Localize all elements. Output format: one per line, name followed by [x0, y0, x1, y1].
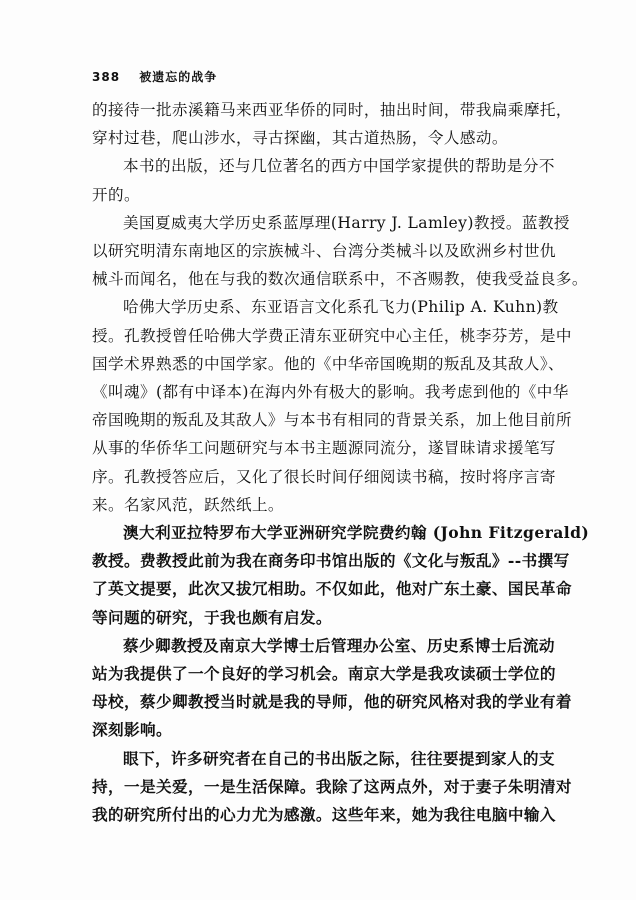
text-line: 开的。: [92, 185, 140, 204]
text-line: 械斗而闻名，他在与我的数次通信联系中，不吝赐教，使我受益良多。: [92, 270, 588, 289]
text-line: 《叫魂》(都有中译本)在海内外有极大的影响。我考虑到他的《中华: [92, 383, 569, 402]
paragraph-2: [92, 152, 555, 208]
text-line: 了英文提要，此次又拔冗相助。不仅如此，他对广东土豪、国民革命: [92, 579, 572, 599]
text-line: 哈佛大学历史系、东亚语言文化系孔飞力(Philip A. Kuhn)教: [123, 298, 559, 317]
book-title: 被遗忘的战争: [139, 70, 218, 84]
running-head: [92, 68, 217, 85]
text-line: 教授。费教授此前为我在商务印书馆出版的《文化与叛乱》--书撰写: [92, 551, 570, 571]
text-line: 站为我提供了一个良好的学习机会。南京大学是我攻读硕士学位的: [92, 664, 556, 684]
page-number: 388: [92, 70, 121, 84]
text-line: 持，一是关爱，一是生活保障。我除了这两点外，对于妻子朱明清对: [92, 776, 572, 796]
text-line: 澳大利亚拉特罗布大学亚洲研究学院费约翰 (John Fitzgerald): [123, 523, 590, 543]
text-line: 蔡少卿教授及南京大学博士后管理办公室、历史系博士后流动: [123, 635, 555, 655]
text-line: 的接待一批赤溪籍马来西亚华侨的同时，抽出时间，带我扁乘摩托，: [92, 101, 572, 119]
text-line: 序。孔教授答应后，又化了很长时间仔细阅读书稿，按时将序言寄: [92, 467, 556, 486]
text-line: 授。孔教授曾任哈佛大学费正清东亚研究中心主任，桃李芬芳，是中: [92, 326, 572, 345]
body-text: [92, 96, 590, 829]
text-line: 以研究明清东南地区的宗族械斗、台湾分类械斗以及欧洲乡村世仇: [92, 242, 556, 261]
text-line: 母校，蔡少卿教授当时就是我的导师，他的研究风格对我的学业有着: [92, 692, 572, 712]
text-line: 我的研究所付出的心力尤为感激。这些年来，她为我往电脑中输入: [92, 805, 556, 825]
text-line: 国学术界熟悉的中国学家。他的《中华帝国晚期的叛乱及其敌人》、: [92, 354, 565, 373]
text-line: 等问题的研究，于我也颇有启发。: [92, 607, 332, 627]
text-line: 本书的出版，还与几位著名的西方中国学家提供的帮助是分不: [123, 157, 555, 176]
paragraph-1: [92, 96, 572, 152]
paragraph-3: [92, 209, 588, 294]
paragraph-5: [92, 519, 590, 632]
paragraph-4: [92, 293, 572, 519]
text-line: 从事的华侨华工问题研究与本书主题源同流分，遂冒昧请求援笔写: [92, 439, 556, 458]
paragraph-6: [92, 632, 572, 745]
text-line: 帝国晚期的叛乱及其敌人》与本书有相同的背景关系，加上他目前所: [92, 411, 572, 430]
text-line: 深刻影响。: [92, 720, 172, 740]
paragraph-7: [92, 745, 572, 830]
text-line: 来。名家风范，跃然纸上。: [92, 495, 284, 514]
text-line: 穿村过巷，爬山涉水，寻古探幽，其古道热肠，令人感动。: [92, 129, 508, 148]
text-line: 美国夏威夷大学历史系蓝厚理(Harry J. Lamley)教授。蓝教授: [123, 213, 570, 232]
text-line: 眼下，许多研究者在自己的书出版之际，往往要提到家人的支: [123, 748, 555, 768]
